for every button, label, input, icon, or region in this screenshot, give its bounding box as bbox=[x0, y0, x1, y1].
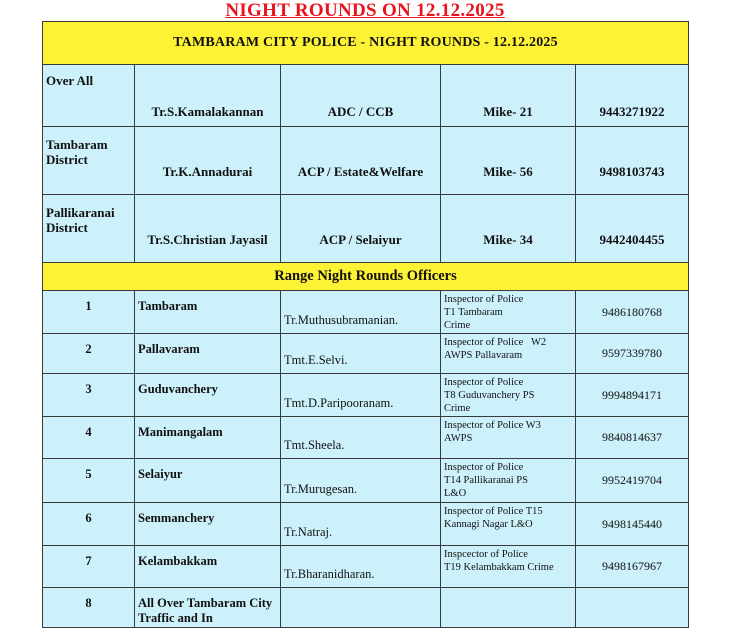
officer-area: All Over Tambaram City Traffic and In bbox=[135, 588, 281, 628]
officer-row bbox=[43, 374, 689, 417]
overall-mike: Mike- 21 bbox=[441, 65, 576, 127]
officer-row bbox=[43, 503, 689, 546]
officer-area: Semmanchery bbox=[135, 503, 281, 546]
designation-line: Kannagi Nagar L&O bbox=[444, 519, 533, 530]
officer-name bbox=[281, 588, 441, 628]
officer-area: Manimangalam bbox=[135, 417, 281, 459]
officer-row bbox=[43, 417, 689, 459]
officer-number: 7 bbox=[43, 546, 135, 588]
designation-line: T8 Guduvanchery PS bbox=[444, 390, 535, 401]
district-row bbox=[43, 195, 689, 263]
officer-phone: 9498167967 bbox=[576, 546, 689, 588]
officer-phone: 9498145440 bbox=[576, 503, 689, 546]
officer-name: Tr.Murugesan. bbox=[281, 459, 441, 503]
officer-row bbox=[43, 459, 689, 503]
designation-line: L&O bbox=[444, 488, 467, 499]
officer-designation bbox=[441, 588, 576, 628]
officer-designation bbox=[441, 546, 576, 588]
officer-designation bbox=[441, 503, 576, 546]
officer-number: 1 bbox=[43, 291, 135, 334]
officer-area: Pallavaram bbox=[135, 334, 281, 374]
designation-line: Inspector of Police bbox=[444, 462, 524, 473]
officer-number: 3 bbox=[43, 374, 135, 417]
designation-line: Crime bbox=[444, 320, 471, 331]
designation-line: Crime bbox=[444, 403, 471, 414]
officer-row bbox=[43, 334, 689, 374]
banner-row bbox=[43, 22, 689, 65]
district-rank: ACP / Selaiyur bbox=[281, 195, 441, 263]
designation-line: Inspector of Police W2 bbox=[444, 337, 547, 348]
officer-phone: 9597339780 bbox=[576, 334, 689, 374]
officer-phone: 9952419704 bbox=[576, 459, 689, 503]
officer-number: 2 bbox=[43, 334, 135, 374]
page-title: NIGHT ROUNDS ON 12.12.2025 bbox=[225, 0, 505, 21]
officer-name: Tr.Natraj. bbox=[281, 503, 441, 546]
officer-phone: 9486180768 bbox=[576, 291, 689, 334]
district-phone: 9498103743 bbox=[576, 127, 689, 195]
officer-number: 5 bbox=[43, 459, 135, 503]
range-heading-row bbox=[43, 263, 689, 291]
officer-row bbox=[43, 546, 689, 588]
officer-row bbox=[43, 291, 689, 334]
officer-designation bbox=[441, 374, 576, 417]
district-name: Tr.K.Annadurai bbox=[135, 127, 281, 195]
table-banner: TAMBARAM CITY POLICE - NIGHT ROUNDS - 12.12.2025 bbox=[43, 22, 689, 65]
officer-row bbox=[43, 588, 689, 628]
officer-area: Selaiyur bbox=[135, 459, 281, 503]
district-mike: Mike- 34 bbox=[441, 195, 576, 263]
officer-designation bbox=[441, 291, 576, 334]
officer-phone: 9994894171 bbox=[576, 374, 689, 417]
designation-line: Inspector of Police W3 bbox=[444, 420, 541, 431]
designation-line: T19 Kelambakkam Crime bbox=[444, 562, 554, 573]
designation-line: Inspcector of Police bbox=[444, 549, 528, 560]
range-heading: Range Night Rounds Officers bbox=[43, 263, 689, 291]
designation-line: Inspector of Police T15 bbox=[444, 506, 543, 517]
designation-line: T1 Tambaram bbox=[444, 307, 503, 318]
officer-name: Tr.Bharanidharan. bbox=[281, 546, 441, 588]
officer-designation bbox=[441, 417, 576, 459]
designation-line: Inspector of Police bbox=[444, 377, 524, 388]
officer-area: Kelambakkam bbox=[135, 546, 281, 588]
officer-designation bbox=[441, 459, 576, 503]
district-mike: Mike- 56 bbox=[441, 127, 576, 195]
designation-line: Inspector of Police bbox=[444, 294, 524, 305]
designation-line: AWPS Pallavaram bbox=[444, 350, 523, 361]
designation-line: AWPS bbox=[444, 433, 473, 444]
district-row bbox=[43, 127, 689, 195]
designation-line: T14 Pallikaranai PS bbox=[444, 475, 528, 486]
district-label: Tambaram District bbox=[43, 127, 135, 195]
overall-label: Over All bbox=[43, 65, 135, 127]
officer-phone bbox=[576, 588, 689, 628]
night-rounds-table bbox=[42, 21, 689, 628]
district-phone: 9442404455 bbox=[576, 195, 689, 263]
district-name: Tr.S.Christian Jayasil bbox=[135, 195, 281, 263]
officer-name: Tmt.E.Selvi. bbox=[281, 334, 441, 374]
officer-phone: 9840814637 bbox=[576, 417, 689, 459]
overall-phone: 9443271922 bbox=[576, 65, 689, 127]
officer-number: 4 bbox=[43, 417, 135, 459]
overall-rank: ADC / CCB bbox=[281, 65, 441, 127]
officer-number: 6 bbox=[43, 503, 135, 546]
officer-area: Tambaram bbox=[135, 291, 281, 334]
overall-name: Tr.S.Kamalakannan bbox=[135, 65, 281, 127]
officer-designation bbox=[441, 334, 576, 374]
officer-area: Guduvanchery bbox=[135, 374, 281, 417]
officer-name: Tmt.Sheela. bbox=[281, 417, 441, 459]
district-rank: ACP / Estate&Welfare bbox=[281, 127, 441, 195]
officer-name: Tmt.D.Paripooranam. bbox=[281, 374, 441, 417]
officer-name: Tr.Muthusubramanian. bbox=[281, 291, 441, 334]
district-label: Pallikaranai District bbox=[43, 195, 135, 263]
officer-number: 8 bbox=[43, 588, 135, 628]
overall-row bbox=[43, 65, 689, 127]
officer-rows bbox=[43, 291, 689, 628]
